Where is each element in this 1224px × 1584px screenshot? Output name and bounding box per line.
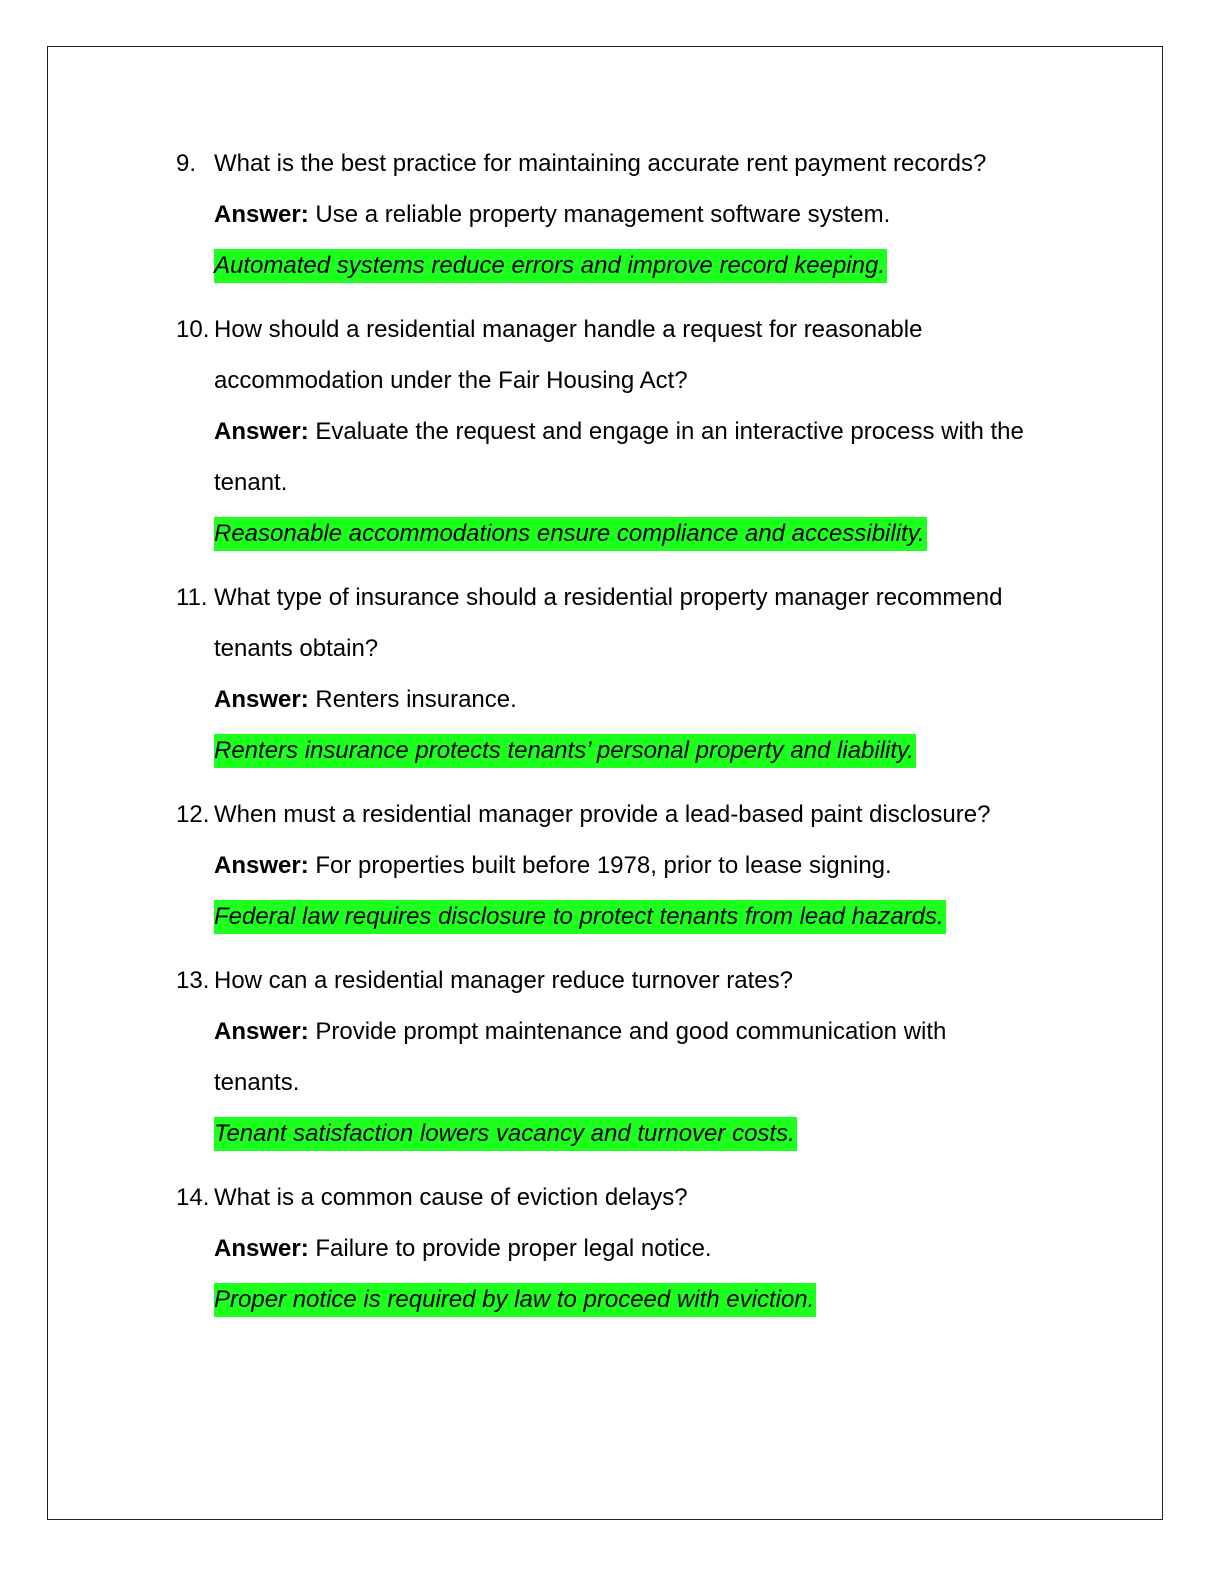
explanation-highlight: Renters insurance protects tenants’ personal property and liability. [214, 734, 916, 768]
question-line [176, 304, 1096, 355]
qa-item-10 [176, 304, 1096, 559]
explanation-line [176, 891, 1096, 942]
answer-line [176, 674, 1096, 725]
qa-item-12 [176, 789, 1096, 942]
answer-label: Answer: [214, 686, 309, 713]
explanation-line [176, 1108, 1096, 1159]
answer-text: Provide prompt maintenance and good communication with [315, 1018, 947, 1045]
answer-text: Renters insurance. [315, 686, 517, 713]
explanation-highlight: Reasonable accommodations ensure compliance and accessibility. [214, 517, 927, 551]
question-number: 9. [176, 150, 197, 177]
qa-list [176, 138, 1096, 1338]
answer-text: Use a reliable property management software system. [315, 201, 891, 228]
answer-label: Answer: [214, 1018, 309, 1045]
answer-line [176, 840, 1096, 891]
question-line [176, 1172, 1096, 1223]
explanation-highlight: Proper notice is required by law to proceed with eviction. [214, 1283, 816, 1317]
question-text: How should a residential manager handle a request for reasonable [214, 316, 923, 343]
answer-line [176, 189, 1096, 240]
qa-item-14 [176, 1172, 1096, 1325]
qa-item-11 [176, 572, 1096, 776]
explanation-line [176, 240, 1096, 291]
answer-text: For properties built before 1978, prior to lease signing. [315, 852, 892, 879]
answer-text: tenants. [214, 1069, 300, 1096]
explanation-line [176, 1274, 1096, 1325]
question-text: What is the best practice for maintaining accurate rent payment records? [214, 150, 987, 177]
answer-label: Answer: [214, 1235, 309, 1262]
question-line [176, 138, 1096, 189]
question-text: accommodation under the Fair Housing Act? [214, 367, 688, 394]
answer-label: Answer: [214, 418, 309, 445]
qa-item-9 [176, 138, 1096, 291]
question-line [176, 955, 1096, 1006]
explanation-highlight: Automated systems reduce errors and improve record keeping. [214, 249, 887, 283]
question-text: What type of insurance should a residential property manager recommend [214, 584, 1003, 611]
qa-item-13 [176, 955, 1096, 1159]
question-line [176, 789, 1096, 840]
answer-line [176, 406, 1096, 457]
question-number: 12. [176, 801, 210, 828]
question-text: tenants obtain? [214, 635, 379, 662]
question-line [176, 572, 1096, 623]
answer-line [176, 1006, 1096, 1057]
question-line-continued [176, 623, 1096, 674]
question-number: 10. [176, 316, 210, 343]
answer-line-continued [176, 457, 1096, 508]
answer-text: tenant. [214, 469, 288, 496]
question-number: 14. [176, 1184, 210, 1211]
answer-text: Failure to provide proper legal notice. [315, 1235, 712, 1262]
question-text: How can a residential manager reduce turnover rates? [214, 967, 793, 994]
answer-text: Evaluate the request and engage in an interactive process with the [315, 418, 1024, 445]
explanation-highlight: Tenant satisfaction lowers vacancy and turnover costs. [214, 1117, 797, 1151]
explanation-highlight: Federal law requires disclosure to protect tenants from lead hazards. [214, 900, 946, 934]
question-text: When must a residential manager provide a lead-based paint disclosure? [214, 801, 991, 828]
answer-label: Answer: [214, 201, 309, 228]
answer-line-continued [176, 1057, 1096, 1108]
question-number: 11. [176, 584, 208, 611]
question-number: 13. [176, 967, 210, 994]
answer-label: Answer: [214, 852, 309, 879]
answer-line [176, 1223, 1096, 1274]
explanation-line [176, 725, 1096, 776]
explanation-line [176, 508, 1096, 559]
question-line-continued [176, 355, 1096, 406]
question-text: What is a common cause of eviction delays? [214, 1184, 688, 1211]
